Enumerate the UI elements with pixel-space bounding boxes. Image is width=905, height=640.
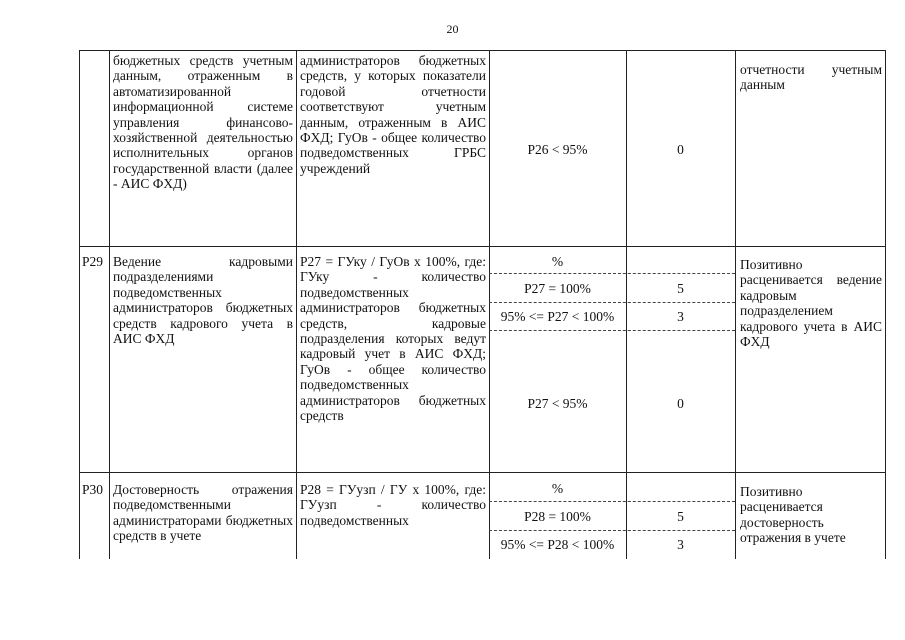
condition-cell: P28 = 100%: [524, 509, 591, 524]
score-cell: 3: [677, 537, 684, 552]
comment-cell: Позитивно расценивается ведение кадровым подразделением кадрового учета в АИС ФХД: [740, 257, 882, 350]
formula-cell: P27 = ГУку / ГуОв x 100%, где: ГУку - количество подведомственных администраторов бюджетных средств, кадровые подразделения которых ведут кадровый учет в АИС ФХД; ГуОв - общее количество подведомственных администраторов бюджетных средств: [300, 254, 486, 424]
score-cell: 0: [677, 396, 684, 411]
condition-cell: P27 = 100%: [524, 281, 591, 296]
formula-cell: администраторов бюджетных средств, у которых показатели годовой отчетности соответствуют учетным данным, отраженным в АИС ФХД; ГуОв - общее количество подведомственных ГРБС учреждений: [300, 53, 486, 176]
condition-cell: P26 < 95%: [527, 142, 588, 157]
unit-cell: %: [551, 481, 564, 496]
score-cell: 0: [677, 142, 684, 157]
condition-cell: 95% <= P27 < 100%: [500, 309, 615, 324]
comment-cell: отчетности учетным данным: [740, 62, 882, 93]
comment-cell: Позитивно расценивается достоверность отражения в учете: [740, 484, 846, 546]
indicator-id: P30: [82, 482, 104, 497]
condition-cell: 95% <= P28 < 100%: [500, 537, 615, 552]
unit-cell: %: [551, 254, 564, 269]
score-cell: 3: [677, 309, 684, 324]
page-number: 20: [446, 22, 459, 36]
indicator-id: P29: [82, 254, 104, 269]
indicator-name-cell: Ведение кадровыми подразделениями подведомственных администраторов бюджетных средств кадрового учета в АИС ФХД: [113, 254, 293, 347]
formula-cell: P28 = ГУузп / ГУ x 100%, где: ГУузп - количество подведомственных: [300, 482, 486, 528]
indicator-name-cell: бюджетных средств учетным данным, отраженным в автоматизированной информационной системе управления финансово-хозяйственной деятельностью исполнительных органов государственной власти (далее - АИС ФХД): [113, 53, 293, 192]
indicator-name-cell: Достоверность отражения подведомственными администраторами бюджетных средств в учете: [113, 482, 293, 544]
score-cell: 5: [677, 509, 684, 524]
score-cell: 5: [677, 281, 684, 296]
condition-cell: P27 < 95%: [527, 396, 588, 411]
